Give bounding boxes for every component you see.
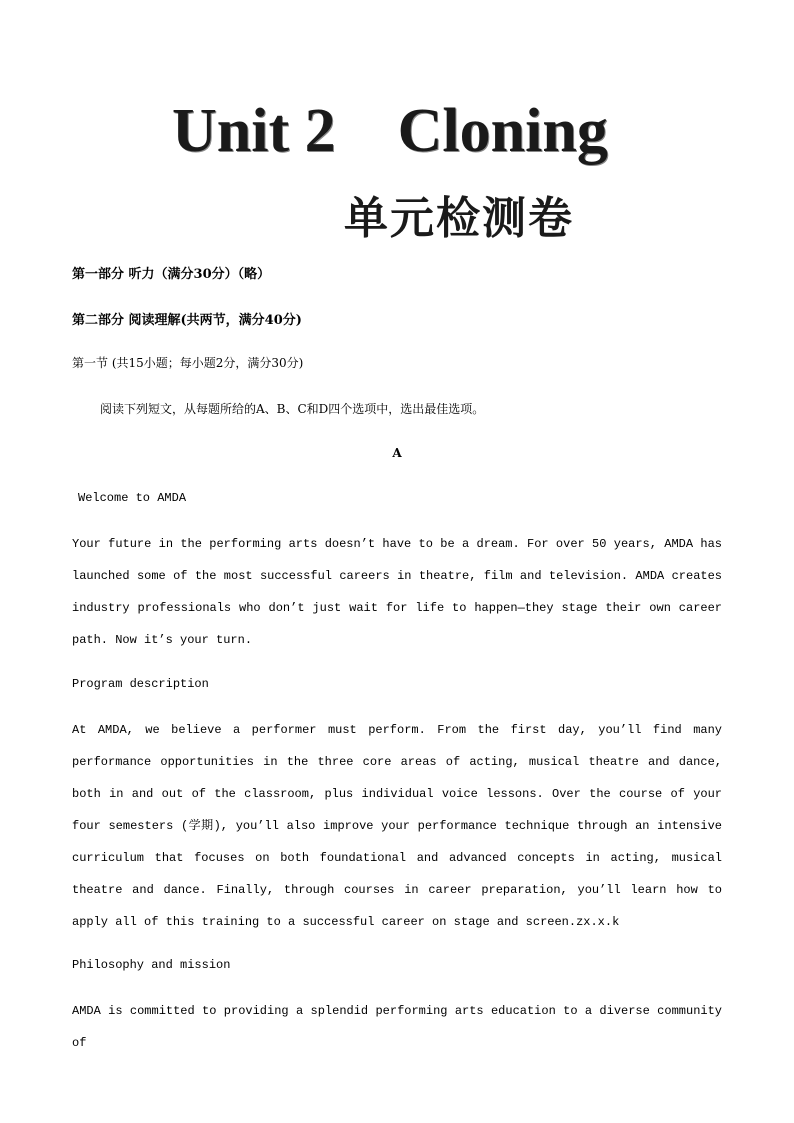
part1-heading: 第一部分 听力（满分30分）（略） bbox=[72, 267, 271, 282]
philosophy-heading: Philosophy and mission bbox=[72, 958, 231, 972]
passage-letter: A bbox=[392, 446, 402, 460]
section1-heading: 第一节 (共15小题；每小题2分，满分30分) bbox=[72, 356, 304, 370]
unit-title: Unit 2 Cloning bbox=[172, 97, 608, 165]
unit-subtitle: 单元检测卷 bbox=[344, 193, 574, 244]
part2-heading: 第二部分 阅读理解(共两节，满分40分) bbox=[72, 313, 302, 328]
philosophy-paragraph: AMDA is committed to providing a splendid performing arts education to a diverse community of bbox=[72, 1004, 722, 1050]
intro-paragraph: Your future in the performing arts doesn’t have to be a dream. For over 50 years, AMDA has launched some of the most successful careers in theatre, film and television. AMDA creates industry professionals who don’t just wait for life to happen—they stage their own career path. Now it’s your turn. bbox=[72, 537, 722, 647]
program-paragraph: At AMDA, we believe a performer must perform. From the first day, you’ll find many performance opportunities in the three core areas of acting, musical theatre and dance, both in and out of the classroom, plus individual voice lessons. Over the course of your four semesters (学期), you’ll also improve your performance technique through an intensive curriculum that focuses on both foundational and advanced concepts in acting, musical theatre and dance. Finally, through courses in career preparation, you’ll learn how to apply all of this training to a successful career on stage and screen.zx.x.k bbox=[72, 723, 722, 929]
passage-heading: Welcome to AMDA bbox=[78, 491, 187, 505]
program-heading: Program description bbox=[72, 677, 209, 691]
instruction-text: 阅读下列短文，从每题所给的A、B、C和D四个选项中，选出最佳选项。 bbox=[100, 402, 485, 416]
